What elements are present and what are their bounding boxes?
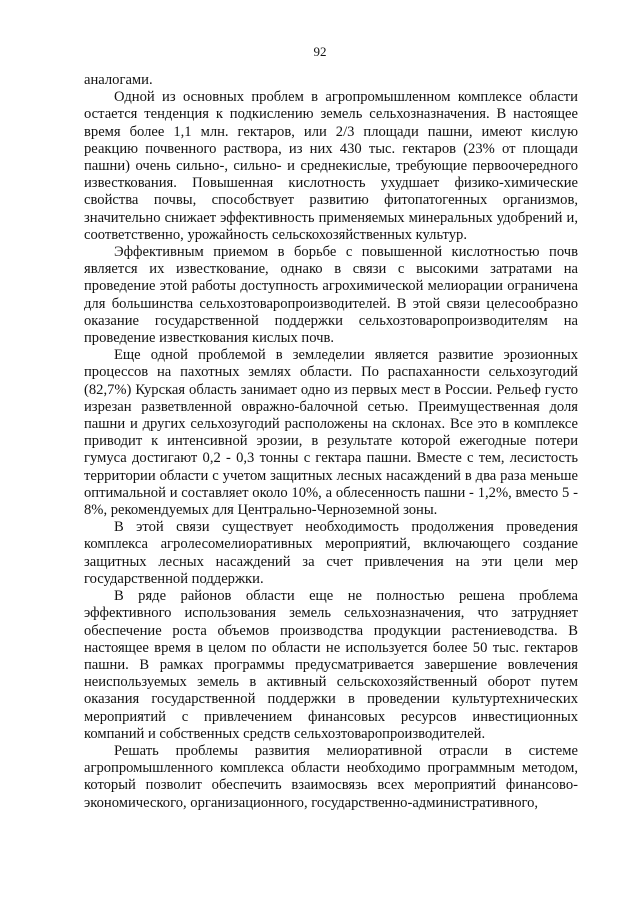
paragraph-erosion: Еще одной проблемой в земледелии является развитие эрозионных процессов на пахотных землях области. По распаханности сельхозугодий (82,7%) Курская область занимает одно из первых мест в России. Рельеф густо изрезан разветвленной овражно-балочной сетью. Преимущественная доля пашни и других сельхозугодий расположены на склонах. Все это в комплексе приводит к интенсивной эрозии, в результате которой ежегодные потери гумуса достигают 0,2 - 0,3 тонны с гектара пашни. Вместе с тем, лесистость территории области с учетом защитных лесных насаждений в два раза меньше оптимальной и составляет около 10%, а облесенность пашни - 1,2%, вместо 5 - 8%, рекомендуемых для Центрально-Черноземной зоны.	[84, 347, 578, 519]
paragraph-program-method: Решать проблемы развития мелиоративной отрасли в системе агропромышленного комплекса области необходимо программным методом, который позволит обеспечить взаимосвязь всех мероприятий финансово-экономического, организационного, государственно-административного,	[84, 742, 578, 811]
text-body	[84, 72, 578, 812]
page-number: 92	[313, 44, 327, 59]
paragraph-liming: Эффективным приемом в борьбе с повышенной кислотностью почв является их известкование, однако в связи с высокими затратами на проведение этой работы доступность агрохимической мелиорации ограничена для большинства сельхозтоваропроизводителей. В этой связи целесообразно оказание государственной поддержки сельхозтоваропроизводителям на проведение известкования кислых почв.	[84, 244, 578, 347]
paragraph-soil-acidity: Одной из основных проблем в агропромышленном комплексе области остается тенденция к подкислению земель сельхозназначения. В настоящее время более 1,1 млн. гектаров, или 2/3 площади пашни, имеют кислую реакцию почвенного раствора, из них 430 тыс. гектаров (23% от площади пашни) очень сильно-, сильно- и среднекислые, требующие первоочередного известкования. Повышенная кислотность ухудшает физико-химические свойства почвы, способствует развитию фитопатогенных организмов, значительно снижает эффективность применяемых минеральных удобрений и, соответственно, урожайность сельскохозяйственных культур.	[84, 89, 578, 243]
paragraph-continuation: аналогами.	[84, 72, 153, 88]
paragraph-unused-land: В ряде районов области еще не полностью решена проблема эффективного использования земель сельхозназначения, что затрудняет обеспечение роста объемов производства продукции растениеводства. В настоящее время в целом по области не используется более 50 тыс. гектаров пашни. В рамках программы предусматривается завершение вовлечения неиспользуемых земель в активный сельскохозяйственный оборот путем оказания государственной поддержки в проведении культуртехнических мероприятий с привлечением финансовых ресурсов инвестиционных компаний и собственных средств сельхозтоваропроизводителей.	[84, 588, 578, 742]
paragraph-forest-plantations: В этой связи существует необходимость продолжения проведения комплекса агролесомелиоративных мероприятий, включающего создание защитных лесных насаждений за счет привлечения на эти цели мер государственной поддержки.	[84, 519, 578, 587]
